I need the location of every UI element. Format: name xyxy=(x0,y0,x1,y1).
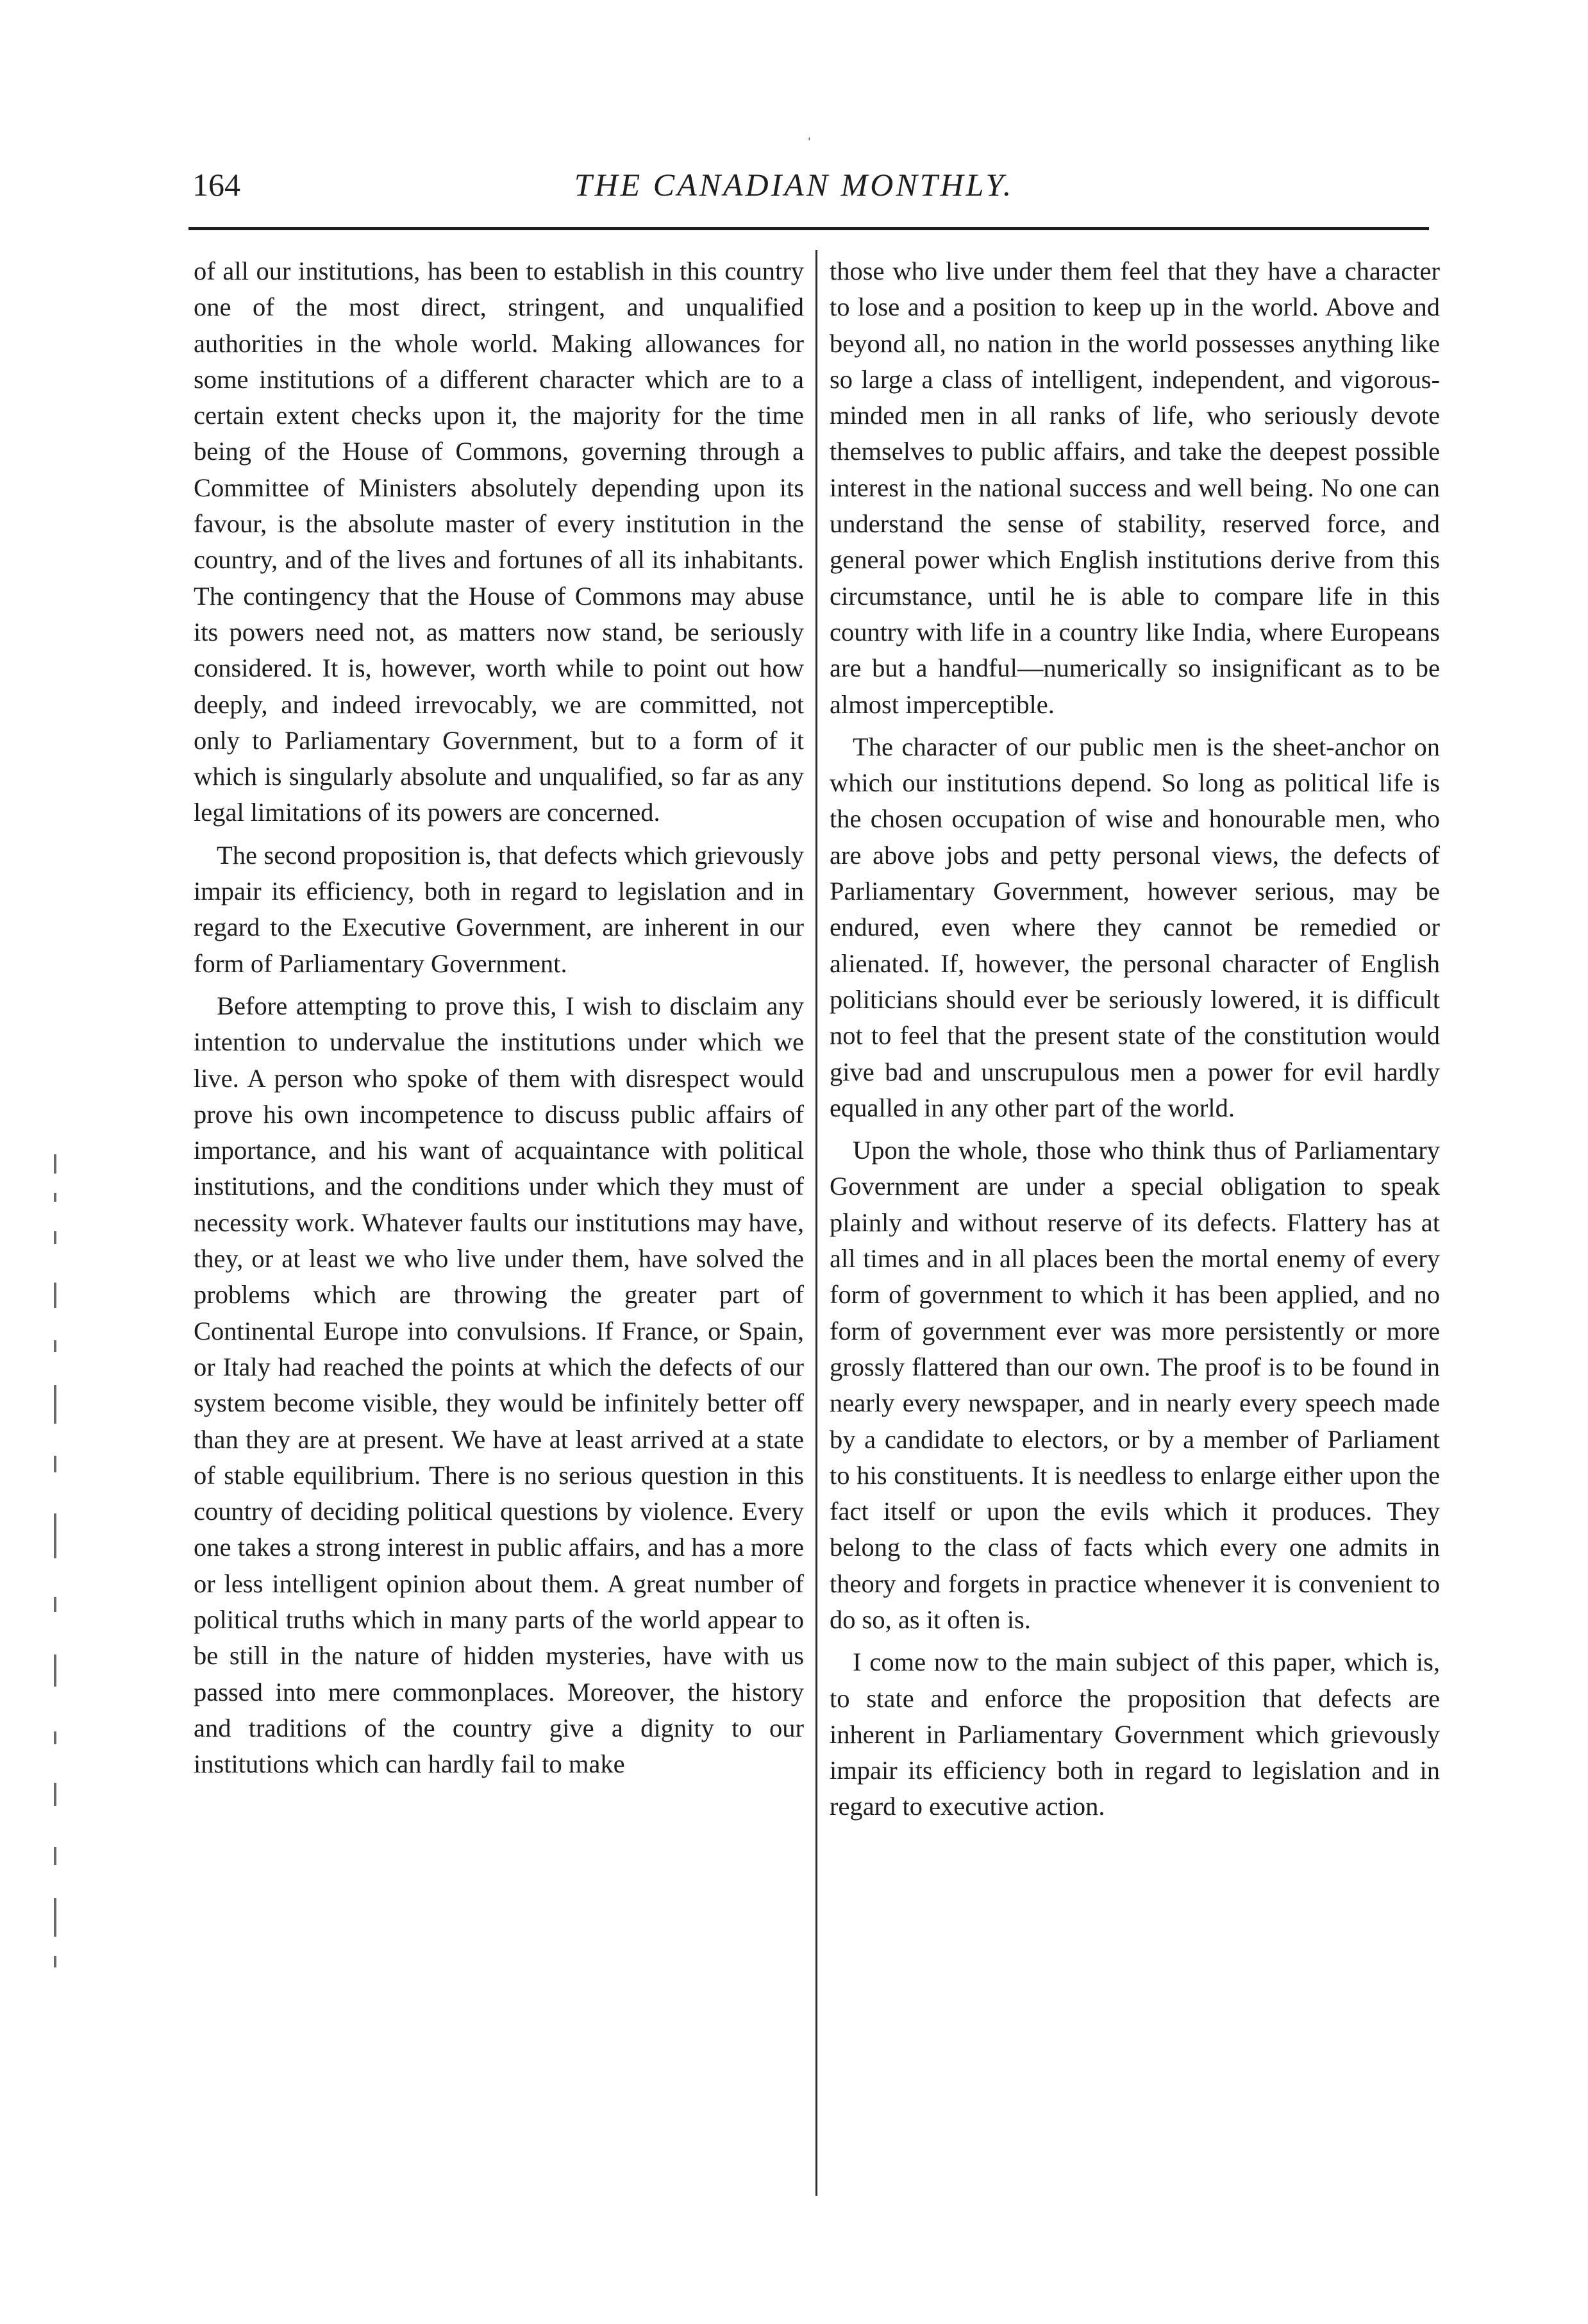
header-rule xyxy=(188,227,1429,230)
column-divider xyxy=(815,250,817,2196)
right-column xyxy=(830,253,1440,1831)
paragraph: those who live under them feel that they have a character to lose and a position to keep up in the world. Above and beyond all, no nation in the world possesses anything like so large a class of intelligent, independent, and vigorous-minded men in all ranks of life, who seriously devote themselves to public affairs, and take the deepest possible interest in the national success and well being. No one can understand the sense of stability, reserved force, and general power which English institutions derive from this circumstance, until he is able to compare life in this country with life in a country like India, where Europeans are but a handful—numerically so insignificant as to be almost imperceptible. xyxy=(830,257,1440,719)
stray-mark: ˌ xyxy=(807,122,812,140)
paragraph: Before attempting to prove this, I wish to disclaim any intention to undervalue the institutions under which we live. A person who spoke of them with disrespect would prove his own incompetence to discuss public affairs of importance, and his want of acquaintance with political institutions, and the conditions under which they must of necessity work. Whatever faults our institutions may have, they, or at least we who live under them, have solved the problems which are throwing the greater part of Continental Europe into convulsions. If France, or Spain, or Italy had reached the points at which the defects of our system become visible, they would be infinitely better off than they are at present. We have at least arrived at a state of stable equilibrium. There is no serious question in this country of deciding political questions by violence. Every one takes a strong interest in public affairs, and has a more or less intelligent opinion about them. A great number of political truths which in many parts of the world appear to be still in the nature of hidden mysteries, have with us passed into mere commonplaces. Moreover, the history and traditions of the country give a dignity to our institutions which can hardly fail to make xyxy=(194,991,804,1779)
running-title: THE CANADIAN MONTHLY. xyxy=(574,167,1014,203)
left-column xyxy=(194,253,804,1789)
paragraph: The character of our public men is the sheet-anchor on which our institutions depend. So long as political life is the chosen occupation of wise and honourable men, who are above jobs and petty personal views, the defects of Parliamentary Government, however serious, may be endured, even where they cannot be remedied or alienated. If, however, the personal character of English politicians should ever be seriously lowered, it is difficult not to feel that the present state of the constitution would give bad and unscrupulous men a power for evil hardly equalled in any other part of the world. xyxy=(830,732,1440,1122)
paragraph: Upon the whole, those who think thus of Parliamentary Government are under a special obligation to speak plainly and without reserve of its defects. Flattery has at all times and in all places been the mortal enemy of every form of government to which it has been applied, and no form of government ever was more persistently or more grossly flattered than our own. The proof is to be found in nearly every newspaper, and in nearly every speech made by a candidate to electors, or by a member of Parliament to his constituents. It is needless to enlarge either upon the fact itself or upon the evils which it produces. They belong to the class of facts which every one admits in theory and forgets in practice whenever it is convenient to do so, as it often is. xyxy=(830,1136,1440,1634)
page-number: 164 xyxy=(192,167,240,203)
paragraph: I come now to the main subject of this paper, which is, to state and enforce the proposition that defects are inherent in Parliamentary Government which grievously impair its efficiency both in regard to legislation and in regard to executive action. xyxy=(830,1647,1440,1821)
paragraph: of all our institutions, has been to establish in this country one of the most direct, stringent, and unqualified authorities in the whole world. Making allowances for some institutions of a different character which are to a certain extent checks upon it, the majority for the time being of the House of Commons, governing through a Committee of Ministers absolutely depending upon its favour, is the absolute master of every institution in the country, and of the lives and fortunes of all its inhabitants. The contingency that the House of Commons may abuse its powers need not, as matters now stand, be seriously considered. It is, however, worth while to point out how deeply, and indeed irrevocably, we are committed, not only to Parliamentary Government, but to a form of it which is singularly absolute and unqualified, so far as any legal limitations of its powers are concerned. xyxy=(194,257,804,827)
paragraph: The second proposition is, that defects which grievously impair its efficiency, both in regard to legislation and in regard to the Executive Government, are inherent in our form of Parliamentary Government. xyxy=(194,840,804,978)
margin-bleed-marks xyxy=(45,1154,71,1988)
